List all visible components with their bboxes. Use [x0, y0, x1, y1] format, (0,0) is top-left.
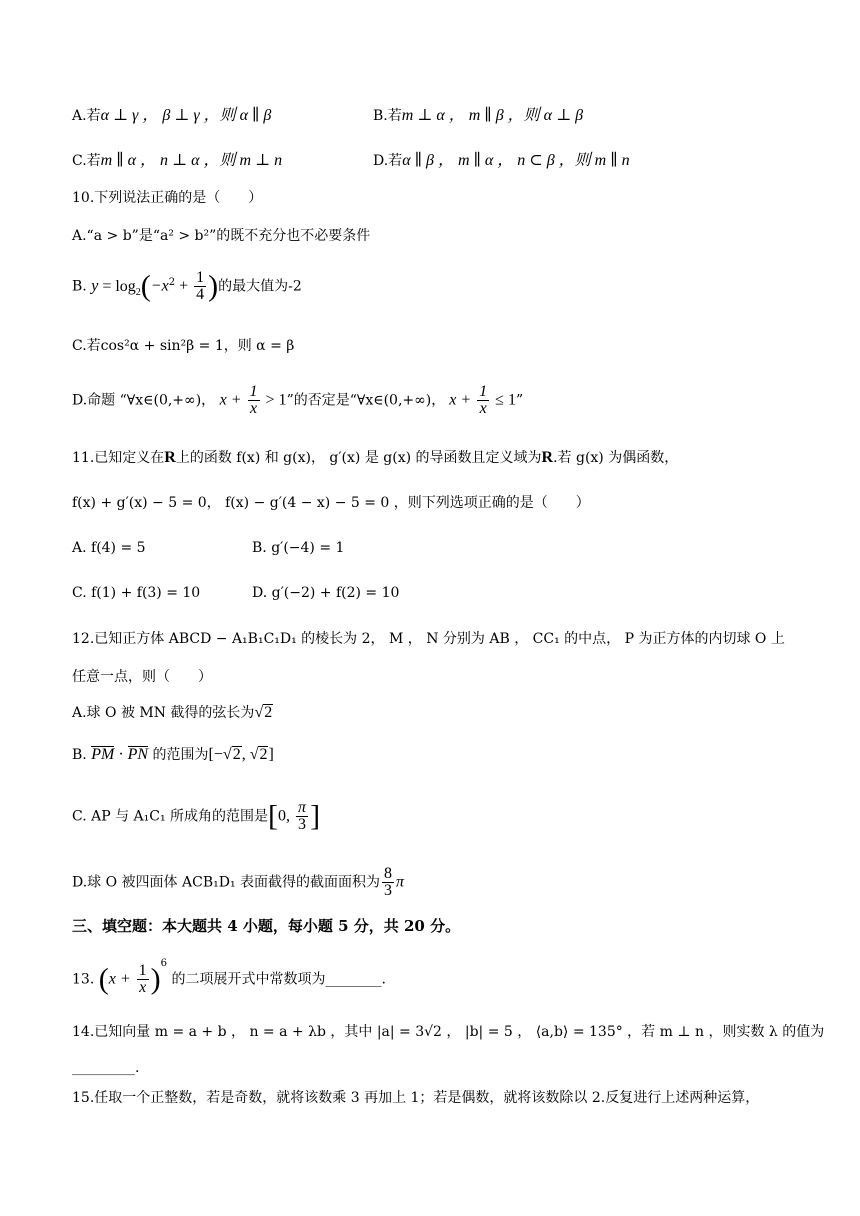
- q12-option-d: D.球 O 被四面体 ACB₁D₁ 表面截得的截面面积为 $\frac{8}{3}$ π: [72, 865, 405, 899]
- q12-option-a: A.球 O 被 MN 截得的弦长为√2: [72, 704, 273, 721]
- q10-option-c: C.若cos²α + sin²β = 1，则 α = β: [72, 338, 295, 354]
- q15-line-1: 15.任取一个正整数，若是奇数，就将该数乘 3 再加上 1；若是偶数，就将该数除以 2.反复进行上述两种运算，: [72, 1090, 760, 1106]
- q11-line-2: f(x) + g′(x) − 5 = 0， f(x) − g′(4 − x) − 5 = 0 ，则下列选项正确的是（ ）: [72, 495, 590, 511]
- q10-option-a: A.“a > b”是“a² > b²”的既不充分也不必要条件: [72, 228, 371, 244]
- q9-option-c: C.若m ∥ α ， n ⊥ α ，则 m ⊥ n: [72, 152, 283, 169]
- section-3-heading: 三、填空题：本大题共 4 小题，每小题 5 分，共 20 分。: [72, 917, 461, 935]
- q10-stem: 10.下列说法正确的是（ ）: [72, 190, 263, 206]
- q12-option-c: C. AP 与 A₁C₁ 所成角的范围是[0, $\frac{\pi}{3}$ ]: [72, 799, 321, 833]
- q9-option-b: B.若m ⊥ α ， m ∥ β ，则 α ⊥ β: [373, 107, 584, 124]
- q11-line-1: 11.已知定义在R上的函数 f(x) 和 g(x)， g′(x) 是 g(x) 的导函数且定义域为R.若 g(x) 为偶函数，: [72, 449, 679, 466]
- q12-option-b: B. PM · PN 的范围为[−√2, √2]: [72, 746, 274, 763]
- q10-option-b: B. $y = \log_2(-x^2$ + $\frac{1}{4}$ )的最大值为-2: [72, 269, 302, 303]
- q11-option-b: B. g′(−4) = 1: [252, 540, 345, 556]
- q12-line-1: 12.已知正方体 ABCD − A₁B₁C₁D₁ 的棱长为 2， M ， N 分别为 AB ， CC₁ 的中点， P 为正方体的内切球 O 上: [72, 631, 785, 647]
- q9-option-a: A.若α ⊥ γ ， β ⊥ γ ，则 α ∥ β: [72, 107, 272, 124]
- q11-option-d: D. g′(−2) + f(2) = 10: [252, 585, 400, 601]
- q10-option-d: D.命题 “∀x∈(0,+∞)， x + $\frac{1}{x}$ > 1”的否定是“∀x∈(0,+∞)， x + $\frac{1}{x}$ ≤ 1”: [72, 383, 524, 417]
- q13-question: 13. (x + $\frac{1}{x}$ )$^6$ 的二项展开式中常数项为________.: [72, 957, 386, 996]
- q11-option-c: C. f(1) + f(3) = 10: [72, 585, 201, 601]
- q11-option-a: A. f(4) = 5: [72, 540, 146, 556]
- q14-line-2: _________.: [72, 1060, 140, 1076]
- q9-option-d: D.若α ∥ β ， m ∥ α ， n ⊂ β ，则 m ∥ n: [373, 152, 630, 169]
- q12-line-2: 任意一点，则（ ）: [72, 669, 212, 685]
- q14-line-1: 14.已知向量 m = a + b ， n = a + λb ，其中 |a| = 3√2 ， |b| = 5 ， ⟨a,b⟩ = 135° ，若 m ⊥ n ，则实数 λ 的值为: [72, 1024, 825, 1040]
